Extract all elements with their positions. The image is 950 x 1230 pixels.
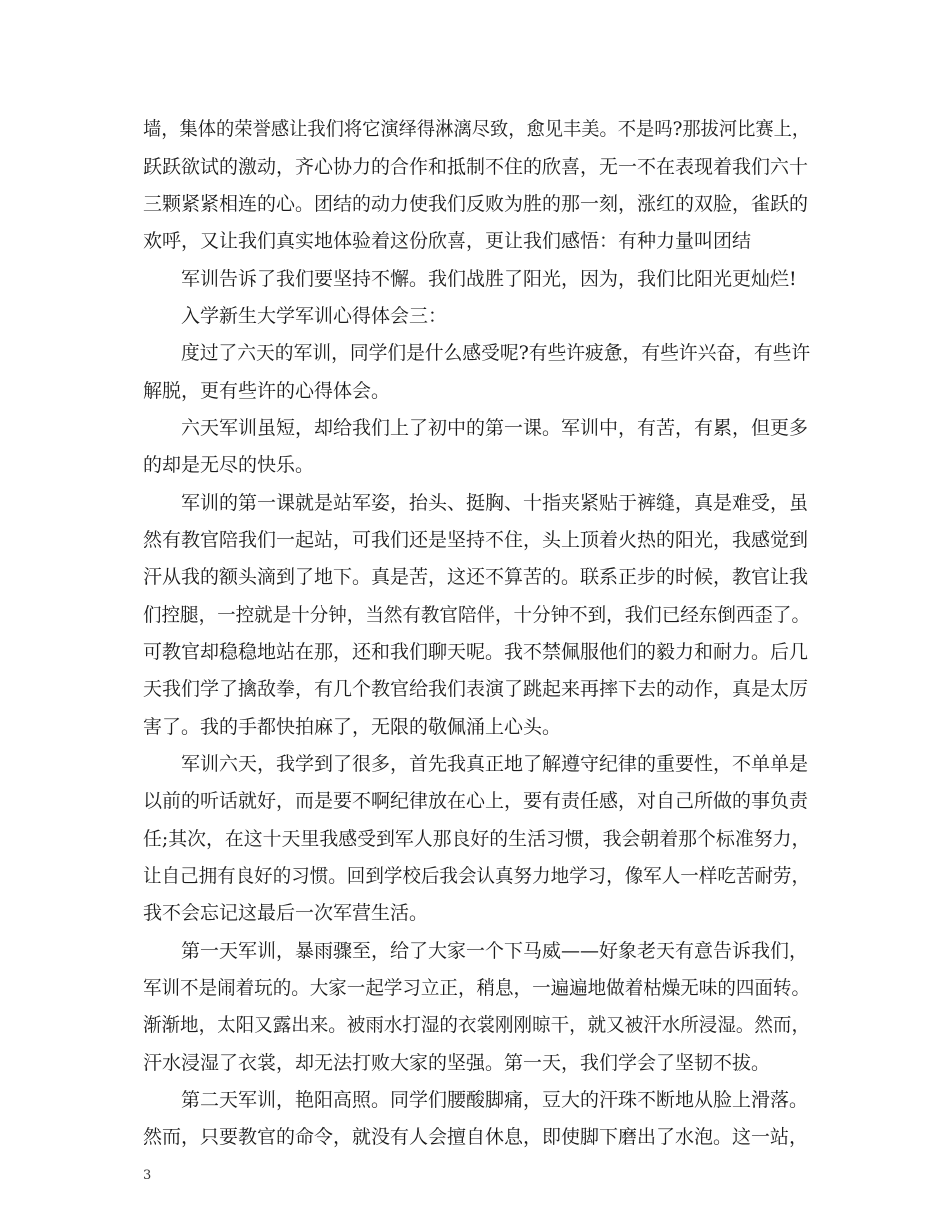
paragraph-line: 军训的第一课就是站军姿，抬头、挺胸、十指夹紧贴于裤缝，真是难受，虽 xyxy=(181,492,809,514)
text-line: 解脱，更有些许的心得体会。 xyxy=(143,380,391,402)
text-line: 的却是无尽的快乐。 xyxy=(143,454,315,476)
text-line: 天我们学了擒敌拳，有几个教官给我们表演了跳起来再摔下去的动作，真是太厉 xyxy=(143,678,809,700)
text-line: 然有教官陪我们一起站，可我们还是坚持不住，头上顶着火热的阳光，我感觉到 xyxy=(143,529,809,551)
text-line: 害了。我的手都快拍麻了，无限的敬佩涌上心头。 xyxy=(143,716,562,738)
section-heading: 入学新生大学军训心得体会三： xyxy=(181,305,448,327)
paragraph-line: 度过了六天的军训，同学们是什么感受呢?有些许疲惫，有些许兴奋，有些许 xyxy=(181,342,811,364)
paragraph-line: 第一天军训，暴雨骤至，给了大家一个下马威——好象老天有意告诉我们， xyxy=(181,940,809,962)
text-line: 汗水浸湿了衣裳，却无法打败大家的坚强。第一天，我们学会了坚韧不拔。 xyxy=(143,1052,771,1074)
text-line: 军训不是闹着玩的。大家一起学习立正，稍息，一遍遍地做着枯燥无味的四面转。 xyxy=(143,977,810,999)
text-line: 然而，只要教官的命令，就没有人会擅自休息，即使脚下磨出了水泡。这一站， xyxy=(143,1126,809,1148)
text-line: 可教官却稳稳地站在那，还和我们聊天呢。我不禁佩服他们的毅力和耐力。后几 xyxy=(143,641,809,663)
text-line: 三颗紧紧相连的心。团结的动力使我们反败为胜的那一刻，涨红的双脸，雀跃的 xyxy=(143,193,809,215)
page-number: 3 xyxy=(143,1168,152,1183)
text-line: 让自己拥有良好的习惯。回到学校后我会认真努力地学习，像军人一样吃苦耐劳， xyxy=(143,865,810,887)
paragraph-line: 军训告诉了我们要坚持不懈。我们战胜了阳光，因为，我们比阳光更灿烂! xyxy=(181,268,797,290)
text-line: 们控腿，一控就是十分钟，当然有教官陪伴，十分钟不到，我们已经东倒西歪了。 xyxy=(143,604,810,626)
paragraph-line: 军训六天，我学到了很多，首先我真正地了解遵守纪律的重要性，不单单是 xyxy=(181,753,809,775)
text-line: 任;其次，在这十天里我感受到军人那良好的生活习惯，我会朝着那个标准努力， xyxy=(143,828,811,850)
paragraph-line: 六天军训虽短，却给我们上了初中的第一课。军训中，有苦，有累，但更多 xyxy=(181,417,809,439)
text-line: 墙，集体的荣誉感让我们将它演绎得淋漓尽致，愈见丰美。不是吗?那拔河比赛上， xyxy=(143,118,811,140)
text-line: 以前的听话就好，而是要不啊纪律放在心上，要有责任感，对自己所做的事负责 xyxy=(143,790,809,812)
text-line: 欢呼，又让我们真实地体验着这份欣喜，更让我们感悟：有种力量叫团结 xyxy=(143,230,752,252)
paragraph-line: 第二天军训，艳阳高照。同学们腰酸脚痛，豆大的汗珠不断地从脸上滑落。 xyxy=(181,1089,809,1111)
text-line: 渐渐地，太阳又露出来。被雨水打湿的衣裳刚刚晾干，就又被汗水所浸湿。然而， xyxy=(143,1014,810,1036)
text-line: 跃跃欲试的激动，齐心协力的合作和抵制不住的欣喜，无一不在表现着我们六十 xyxy=(143,156,809,178)
text-line: 汗从我的额头滴到了地下。真是苦，这还不算苦的。联系正步的时候，教官让我 xyxy=(143,566,809,588)
text-line: 我不会忘记这最后一次军营生活。 xyxy=(143,902,429,924)
